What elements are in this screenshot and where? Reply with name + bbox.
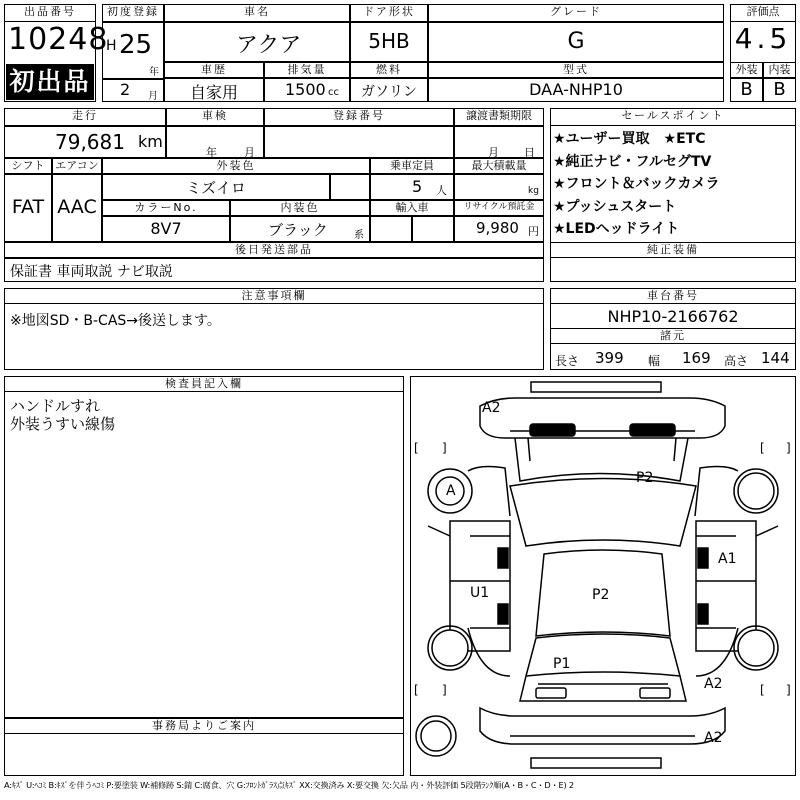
svg-text:[: [	[760, 441, 765, 455]
sales-points-list	[553, 128, 793, 241]
score-int-label: 内装	[763, 62, 796, 78]
int-color-label: 内装色	[230, 200, 370, 216]
sales-point-item: ★LEDヘッドライト	[553, 221, 680, 237]
score-int-value: B	[763, 78, 796, 102]
ext-color-code-cell	[330, 174, 370, 200]
later-parts-label: 後日発送部品	[4, 242, 544, 258]
first-reg-year: 25	[119, 30, 153, 60]
inspection-label: 車検	[166, 108, 264, 126]
car-diagram-drawing	[410, 376, 796, 776]
svg-text:]: ]	[786, 441, 791, 455]
max-load-unit: kg	[528, 186, 539, 196]
sales-point-item: ★純正ナビ・フルセグTV	[553, 153, 712, 170]
grade-value: G	[567, 29, 585, 54]
max-load-label: 最大積載量	[454, 158, 544, 174]
inspection-year-unit: 年	[206, 146, 217, 159]
score-ext-value: B	[730, 78, 763, 102]
legend-text: A:ｷｽﾞ U:ﾍｺﾐ B:ｷｽﾞを伴うﾍｺﾐ P:要塗装 W:補修跡 S:錆 C:腐食、穴 G:ﾌﾛﾝﾄｶﾞﾗｽ点ｷｽﾞ XX:交換済み X:要交換 欠:欠品 内・外装評価 5段階ﾗﾝｸ順(A・B・C・D・E) 2	[4, 780, 574, 790]
recycle-label: リサイクル預託金	[454, 200, 544, 216]
model-label: 型式	[428, 62, 724, 78]
later-parts-value: 保証書 車両取説 ナビ取説	[10, 264, 173, 280]
sales-point-item: ★プッシュスタート	[553, 198, 677, 215]
shift-value: FAT	[11, 196, 45, 218]
sales-points-label: セールスポイント	[550, 108, 796, 126]
ext-color-value: ミズイロ	[186, 179, 246, 197]
svg-text:]: ]	[442, 683, 447, 697]
shift-label: シフト	[4, 158, 52, 174]
transfer-label: 譲渡書類期限	[454, 108, 544, 126]
specs-width-label: 幅	[648, 354, 661, 368]
recycle-value: 9,980	[476, 219, 519, 237]
inspector-line: ハンドルすれ	[10, 397, 101, 415]
reg-no-label: 登録番号	[264, 108, 454, 126]
mileage-label: 走行	[4, 108, 166, 126]
import-cell-1	[370, 216, 412, 242]
damage-mark: P2	[592, 587, 610, 603]
door-label: ドア形状	[350, 4, 428, 22]
svg-text:[: [	[414, 683, 419, 697]
specs-length-label: 長さ	[555, 354, 580, 368]
svg-text:]: ]	[786, 683, 791, 697]
first-reg-year-unit: 年	[149, 67, 159, 78]
grade-label: グレード	[428, 4, 724, 22]
history-value: 自家用	[189, 83, 238, 102]
mileage-unit: km	[138, 132, 163, 151]
displacement-unit: cc	[328, 87, 339, 98]
specs-label: 諸元	[550, 328, 796, 344]
door-value: 5HB	[368, 29, 410, 53]
damage-mark: P1	[553, 656, 571, 672]
color-no-value: 8V7	[150, 219, 182, 238]
specs-height: 144	[761, 349, 790, 367]
displacement-value: 1500	[285, 80, 326, 99]
chassis-value: NHP10-2166762	[607, 307, 739, 326]
svg-text:[: [	[760, 683, 765, 697]
import-label: 輸入車	[370, 200, 454, 216]
first-reg-label: 初度登録	[102, 4, 164, 22]
damage-mark: A	[446, 483, 456, 499]
damage-mark: P2	[636, 470, 654, 486]
notes-label: 注意事項欄	[4, 288, 544, 304]
damage-mark: A2	[704, 730, 723, 746]
first-reg-era: H	[106, 38, 117, 54]
genuine-label: 純正装備	[550, 242, 796, 258]
damage-mark: A2	[482, 400, 501, 416]
specs-width: 169	[682, 349, 711, 367]
ext-color-label: 外装色	[102, 158, 370, 174]
color-no-label: カラーNo.	[102, 200, 230, 216]
transfer-month-unit: 月	[488, 146, 499, 159]
svg-text:]: ]	[442, 441, 447, 455]
score-value: 4.5	[734, 22, 792, 55]
import-cell-2	[412, 216, 454, 242]
int-color-unit: 系	[354, 230, 364, 241]
aircon-value: AAC	[57, 196, 97, 218]
damage-mark: U1	[470, 585, 490, 601]
specs-length: 399	[595, 349, 624, 367]
sales-point-item: ★フロント＆バックカメラ	[553, 176, 720, 192]
notes-value: ※地図SD・B-CAS→後送します。	[10, 313, 221, 329]
capacity-label: 乗車定員	[370, 158, 454, 174]
first-reg-month: 2	[120, 80, 131, 99]
sales-point-item: ★ユーザー買取 ★ETC	[553, 131, 706, 147]
lot-number: 10248	[8, 22, 109, 57]
recycle-unit: 円	[528, 225, 539, 238]
displacement-label: 排気量	[264, 62, 350, 78]
damage-mark: A2	[704, 676, 723, 692]
lot-label: 出品番号	[4, 4, 96, 22]
fuel-value: ガソリン	[361, 84, 417, 100]
inspection-month-unit: 月	[244, 146, 255, 159]
car-name-label: 車名	[164, 4, 350, 22]
office-label: 事務局よりご案内	[4, 718, 404, 734]
car-name-value: アクア	[236, 33, 302, 58]
mileage-value: 79,681	[55, 130, 125, 154]
score-ext-label: 外装	[730, 62, 763, 78]
chassis-label: 車台番号	[550, 288, 796, 304]
specs-height-label: 高さ	[724, 354, 749, 368]
fuel-label: 燃料	[350, 62, 428, 78]
damage-mark: A1	[718, 551, 737, 567]
inspector-line: 外装うすい線傷	[10, 415, 116, 433]
aircon-label: エアコン	[52, 158, 102, 174]
svg-text:[: [	[414, 441, 419, 455]
capacity-value: 5	[412, 177, 423, 196]
first-listing-badge: 初出品	[6, 64, 94, 100]
transfer-day-unit: 日	[524, 146, 535, 159]
history-label: 車歴	[164, 62, 264, 78]
capacity-unit: 人	[436, 184, 447, 197]
inspector-label: 検査員記入欄	[4, 376, 404, 392]
reg-no-cell	[264, 126, 454, 158]
model-value: DAA-NHP10	[529, 80, 623, 99]
score-label: 評価点	[730, 4, 796, 22]
first-reg-month-unit: 月	[148, 91, 158, 102]
int-color-value: ブラック	[268, 221, 328, 239]
